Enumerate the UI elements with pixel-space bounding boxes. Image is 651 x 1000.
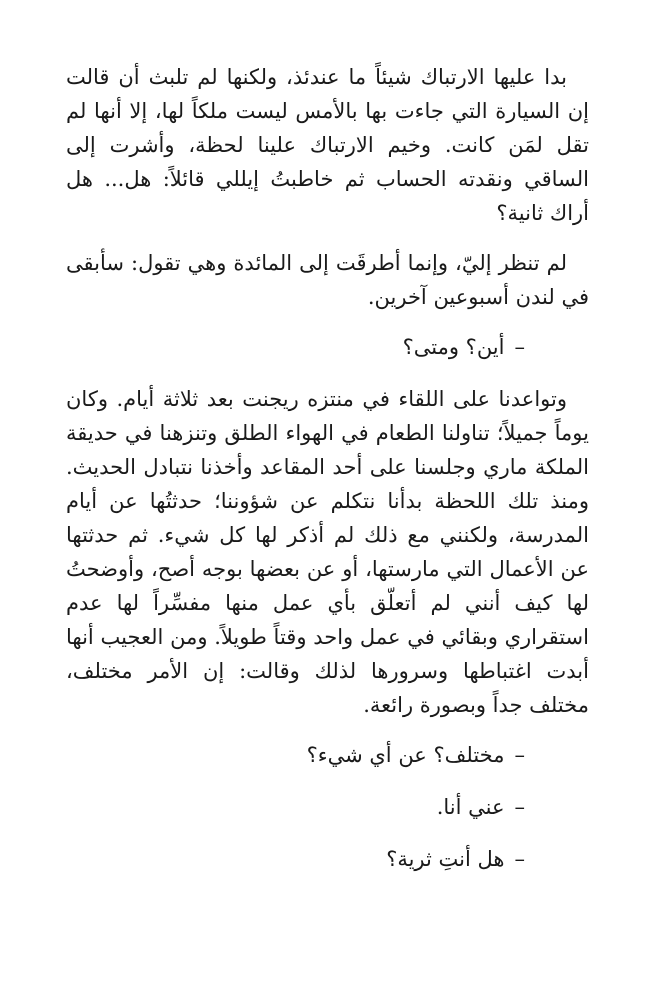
paragraph-1: بدا عليها الارتباك شيئاً ما عندئذ، ولكنها لم تلبث أن قالت إن السيارة التي جاءت بها بالأمس ليست ملكاً لها، إلا أنها لم تقل لمَن كانت. وخيم الارتباك علينا لحظة، وأشرت إلى الساقي ونقدته الحساب ثم خاطبتُ إيللي قائلاً: هل... هل أراك ثانية؟ — [66, 65, 589, 225]
dialog-dash: – — [514, 743, 525, 767]
dialog-line-2 — [66, 738, 589, 772]
dialog-dash: – — [514, 335, 525, 359]
dialog-text: مختلف؟ عن أي شيء؟ — [306, 743, 505, 767]
dialog-dash: – — [514, 847, 525, 871]
paragraph-3: وتواعدنا على اللقاء في منتزه ريجنت بعد ثلاثة أيام. وكان يوماً جميلاً؛ تناولنا الطعام في الهواء الطلق وتنزهنا في حديقة الملكة ماري وجلسنا على أحد المقاعد وأخذنا نتبادل الحديث. ومنذ تلك اللحظة بدأنا نتكلم عن شؤوننا؛ حدثتُها عن أيام المدرسة، ولكنني مع ذلك لم أذكر لها كل شيء. ثم حدثتها عن الأعمال التي مارستها، أو عن بعضها بوجه أصح، وأوضحتُ لها كيف أنني لم أتعلّق بأي عمل منها مفسِّراً لها عدم استقراري وبقائي في عمل واحد وقتاً طويلاً. ومن العجيب أنها أبدت اغتباطها وسرورها لذلك وقالت: إن الأمر مختلف، مختلف جداً وبصورة رائعة. — [66, 387, 589, 717]
dialog-dash: – — [514, 795, 525, 819]
dialog-text: عني أنا. — [436, 795, 505, 819]
dialog-text: هل أنتِ ثرية؟ — [386, 847, 505, 871]
paragraph-2: لم تنظر إليّ، وإنما أطرقَت إلى المائدة وهي تقول: سأبقى في لندن أسبوعين آخرين. — [66, 251, 589, 309]
dialog-line-1 — [66, 330, 589, 364]
dialog-line-4 — [66, 842, 589, 876]
dialog-text: أين؟ ومتى؟ — [402, 335, 505, 359]
dialog-line-3 — [66, 790, 589, 824]
